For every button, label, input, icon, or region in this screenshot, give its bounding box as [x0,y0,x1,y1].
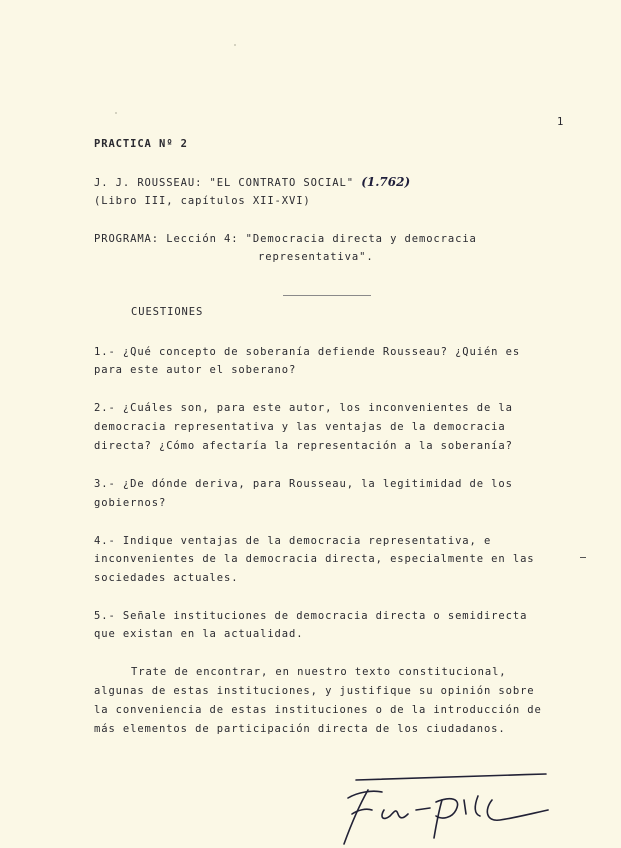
question-5-line-2: que existan en la actualidad. [94,628,304,640]
question-2-line-1: 2.- ¿Cuáles son, para este autor, los inconvenientes de la [94,402,513,414]
handwritten-year: (1.762) [361,175,411,189]
programa-label: PROGRAMA: [94,233,159,245]
closing-line-1: Trate de encontrar, en nuestro texto constitucional, [131,666,507,678]
programa-lesson-continued: representativa". [258,251,374,263]
question-5-line-1: 5.- Señale instituciones de democracia directa o semidirecta [94,610,528,622]
question-2-line-3: directa? ¿Cómo afectaría la representación a la soberanía? [94,440,513,452]
handwritten-signature [338,770,558,848]
question-3-line-2: gobiernos? [94,497,167,509]
page-number: 1 [557,116,565,128]
cuestiones-heading: CUESTIONES [131,306,204,318]
paper-speck [115,112,117,114]
question-3-line-1: 3.- ¿De dónde deriva, para Rousseau, la legitimidad de los [94,478,513,490]
programa-line [94,233,477,245]
practice-heading: PRACTICA Nº 2 [94,138,188,150]
question-4-line-2: inconvenientes de la democracia directa, especialmente en las [94,553,535,565]
programa-lesson: Lección 4: "Democracia directa y democracia [166,233,477,245]
closing-line-4: más elementos de participación directa de los ciudadanos. [94,723,506,735]
question-4-line-1: 4.- Indique ventajas de la democracia representativa, e [94,535,492,547]
margin-mark [580,557,586,558]
author-title-line [94,176,410,189]
closing-line-2: algunas de estas instituciones, y justifique su opinión sobre [94,685,535,697]
paper-speck [234,44,236,46]
author-title: J. J. ROUSSEAU: "EL CONTRATO SOCIAL" [94,177,354,189]
question-4-line-3: sociedades actuales. [94,572,239,584]
question-1-line-1: 1.- ¿Qué concepto de soberanía defiende Rousseau? ¿Quién es [94,346,521,358]
question-2-line-2: democracia representativa y las ventajas de la democracia [94,421,506,433]
question-1-line-2: para este autor el soberano? [94,364,297,376]
divider-line [283,295,371,296]
closing-line-3: la conveniencia de estas instituciones o de la introducción de [94,704,542,716]
book-reference: (Libro III, capítulos XII-XVI) [94,195,311,207]
